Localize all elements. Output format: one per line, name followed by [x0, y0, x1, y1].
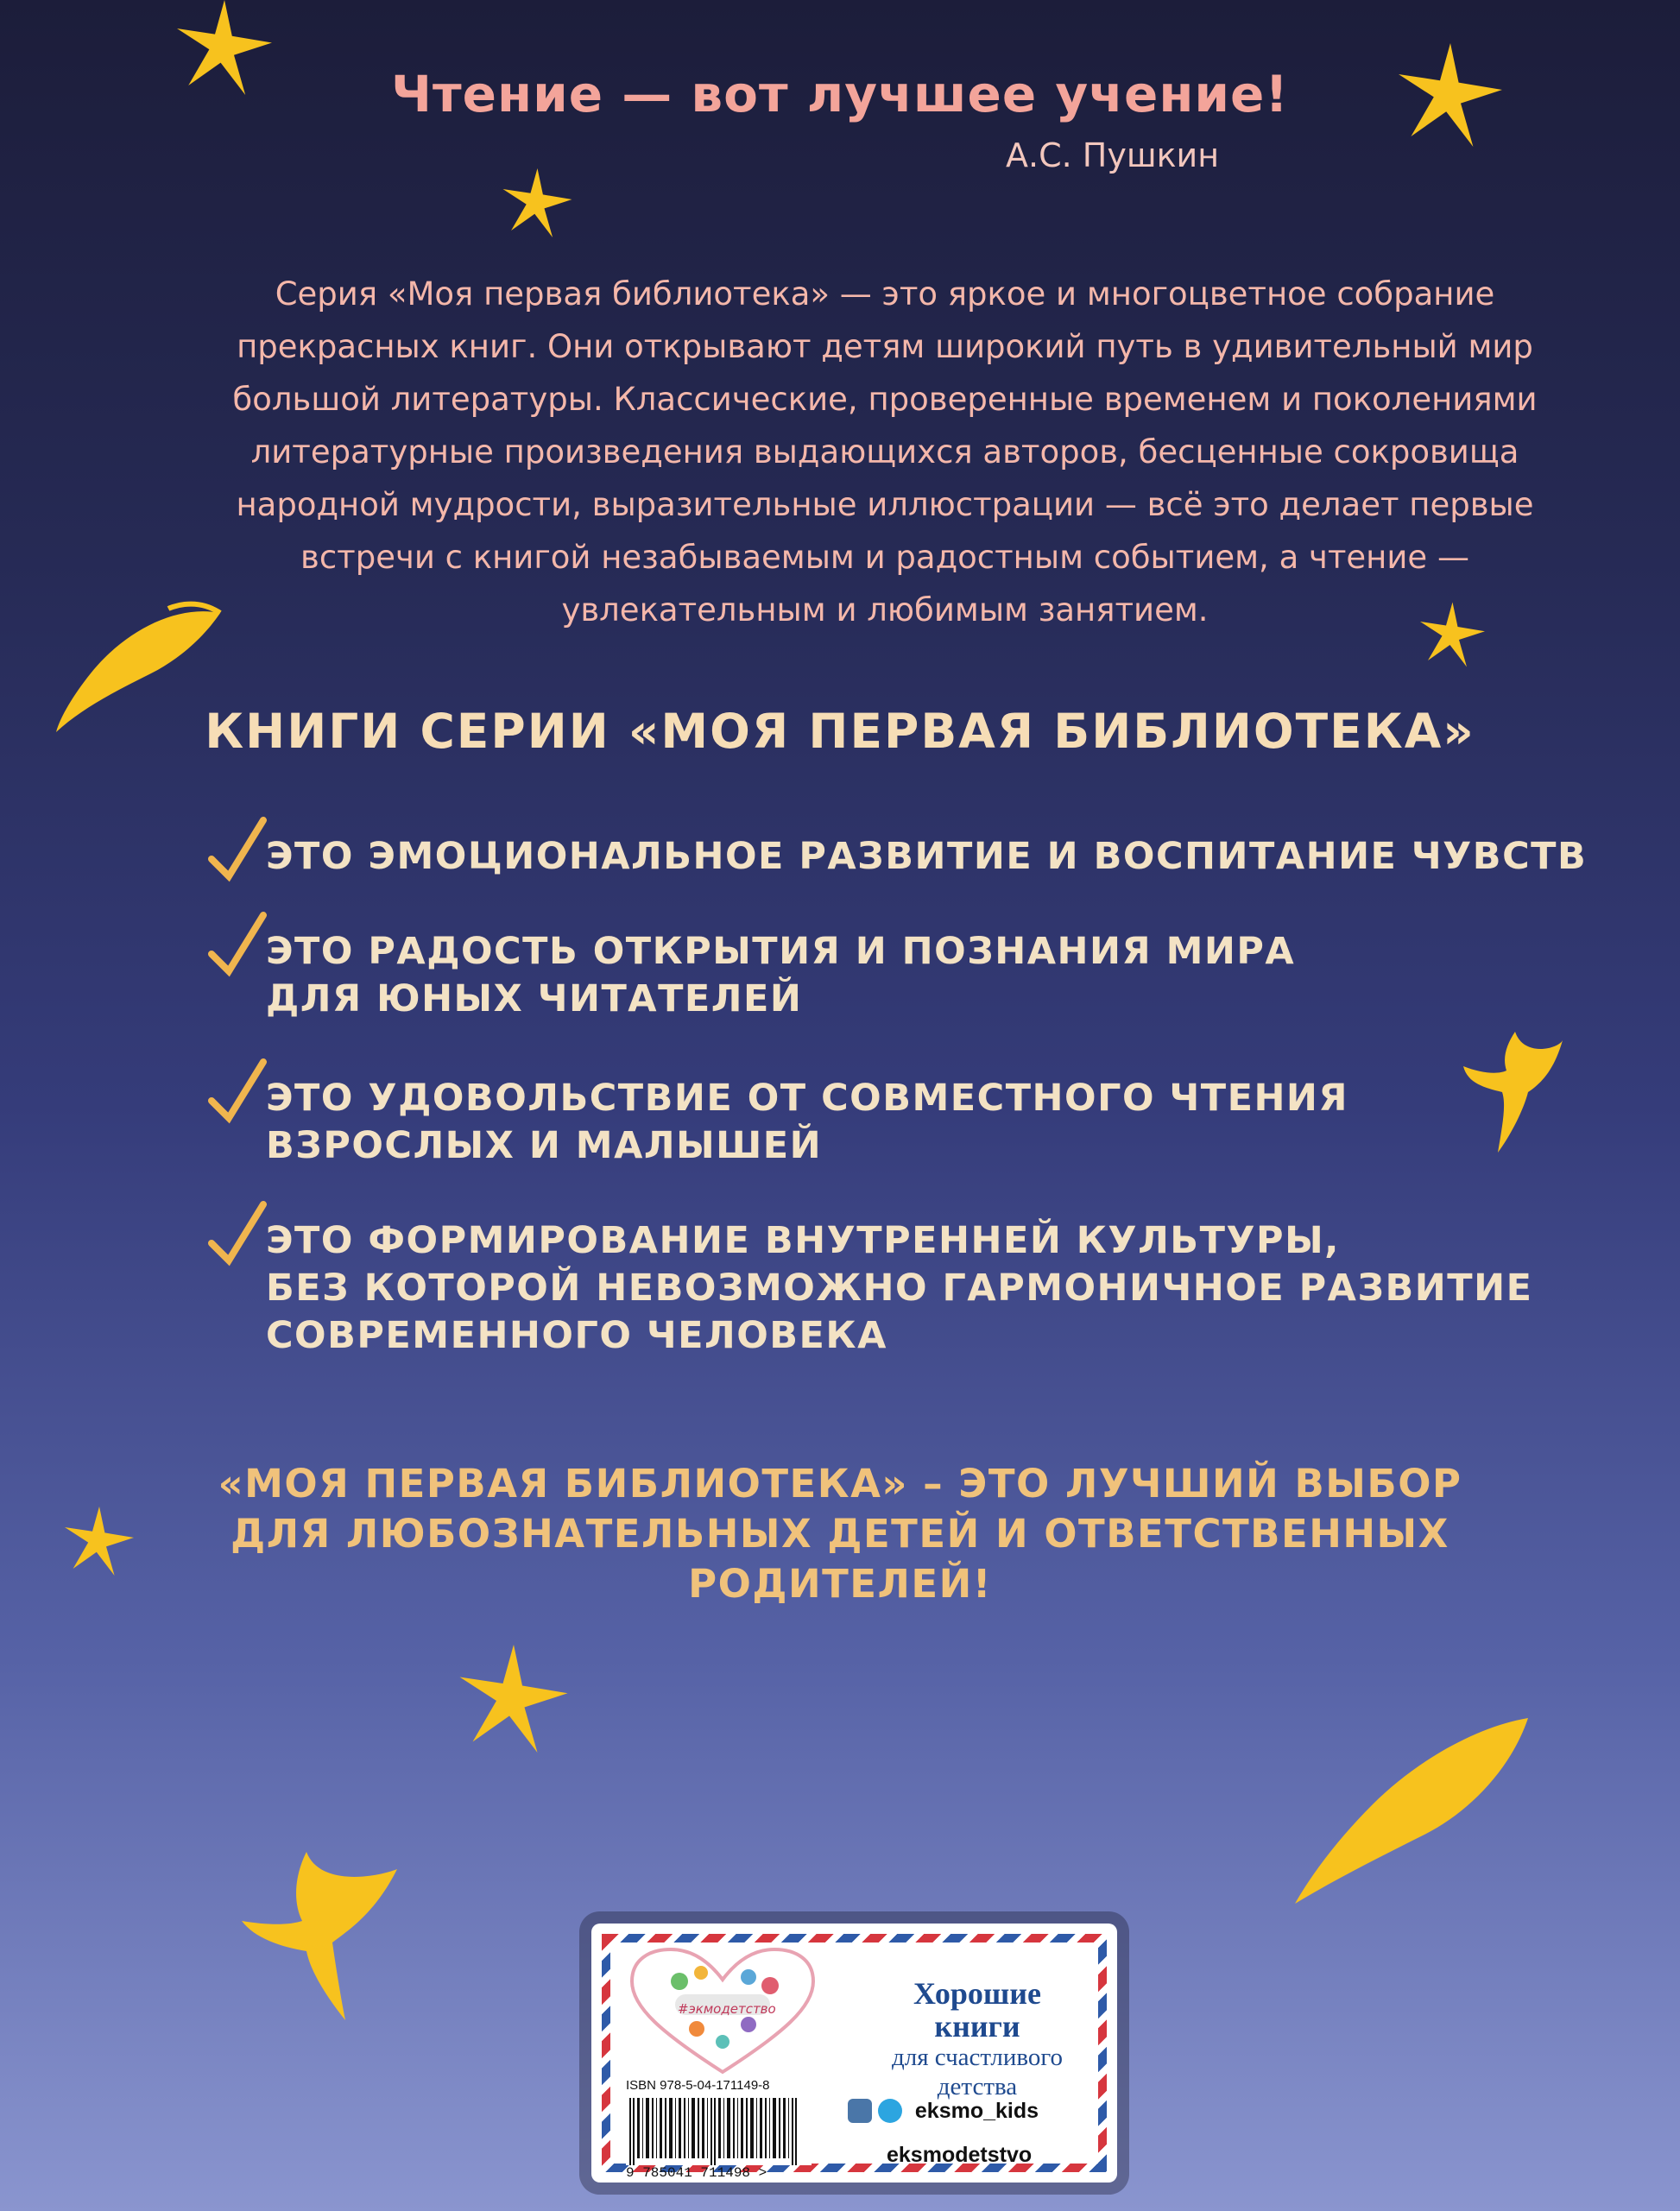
telegram-icon	[878, 2099, 902, 2123]
closing-statement	[0, 1459, 1680, 1609]
benefit-text: ЭТО УДОВОЛЬСТВИЕ ОТ СОВМЕСТНОГО ЧТЕНИЯ ВЗРОСЛЫХ И МАЛЫШЕЙ	[266, 1077, 1349, 1167]
closing-line: ДЛЯ ЛЮБОЗНАТЕЛЬНЫХ ДЕТЕЙ И ОТВЕТСТВЕННЫХ	[231, 1511, 1449, 1557]
flower-icon	[237, 1835, 401, 2025]
checkmark-icon	[207, 911, 268, 980]
intro-line: увлекательным и любимым занятием.	[561, 591, 1209, 629]
checkmark-icon	[207, 816, 268, 885]
intro-line: встречи с книгой незабываемым и радостным событием, а чтение —	[300, 539, 1469, 576]
checkmark-icon	[207, 1200, 268, 1269]
social-handle-2: eksmodetstvo	[887, 2143, 1033, 2167]
quote-author: А.С. Пушкин	[1006, 136, 1220, 174]
slogan-line: детства	[937, 2073, 1018, 2100]
flower-icon	[1463, 1023, 1567, 1157]
slogan-line: книги	[934, 2009, 1020, 2044]
slogan-line: Хорошие	[913, 1976, 1042, 2011]
intro-line: народной мудрости, выразительные иллюстрации — всё это делает первые	[236, 486, 1534, 523]
vk-icon	[848, 2099, 872, 2123]
intro-line: прекрасных книг. Они открывают детям широкий путь в удивительный мир	[237, 328, 1533, 365]
publisher-card	[591, 1924, 1117, 2183]
slogan	[874, 1977, 1081, 2101]
star-icon	[458, 1645, 570, 1753]
intro-paragraph	[190, 268, 1580, 636]
barcode-digits: 9 785041 711498 >	[626, 2165, 767, 2181]
benefit-text: ЭТО РАДОСТЬ ОТКРЫТИЯ И ПОЗНАНИЯ МИРА ДЛЯ ЮНЫХ ЧИТАТЕЛЕЙ	[266, 930, 1296, 1020]
series-title: КНИГИ СЕРИИ «МОЯ ПЕРВАЯ БИБЛИОТЕКА»	[205, 704, 1475, 759]
checkmark-icon	[207, 1058, 268, 1127]
intro-line: Серия «Моя первая библиотека» — это яркое и многоцветное собрание	[275, 275, 1495, 313]
social-row	[848, 2098, 1039, 2124]
social-handle: eksmo_kids	[914, 2098, 1039, 2123]
card-inner	[610, 1943, 1098, 2181]
isbn-text: ISBN 978-5-04-171149-8	[626, 2078, 770, 2093]
closing-line: «МОЯ ПЕРВАЯ БИБЛИОТЕКА» – ЭТО ЛУЧШИЙ ВЫБОР	[218, 1461, 1462, 1507]
quote-text: Чтение — вот лучшее учение!	[391, 65, 1289, 123]
intro-line: литературные произведения выдающихся авторов, бесценные сокровища	[250, 433, 1519, 471]
benefit-text: ЭТО ЭМОЦИОНАЛЬНОЕ РАЗВИТИЕ И ВОСПИТАНИЕ ЧУВСТВ	[266, 835, 1588, 878]
benefit-text: ЭТО ФОРМИРОВАНИЕ ВНУТРЕННЕЙ КУЛЬТУРЫ, БЕЗ КОТОРОЙ НЕВОЗМОЖНО ГАРМОНИЧНОЕ РАЗВИТИЕ СОВРЕМЕННОГО ЧЕЛОВЕКА	[266, 1219, 1533, 1357]
feather-icon	[1278, 1709, 1537, 1908]
barcode	[626, 2098, 812, 2165]
intro-line: большой литературы. Классические, проверенные временем и поколениями	[232, 381, 1538, 418]
closing-line: РОДИТЕЛЕЙ!	[688, 1561, 992, 1607]
hashtag: #экмодетство	[678, 2001, 776, 2017]
slogan-line: для счастливого	[891, 2044, 1064, 2071]
star-icon	[501, 168, 574, 237]
